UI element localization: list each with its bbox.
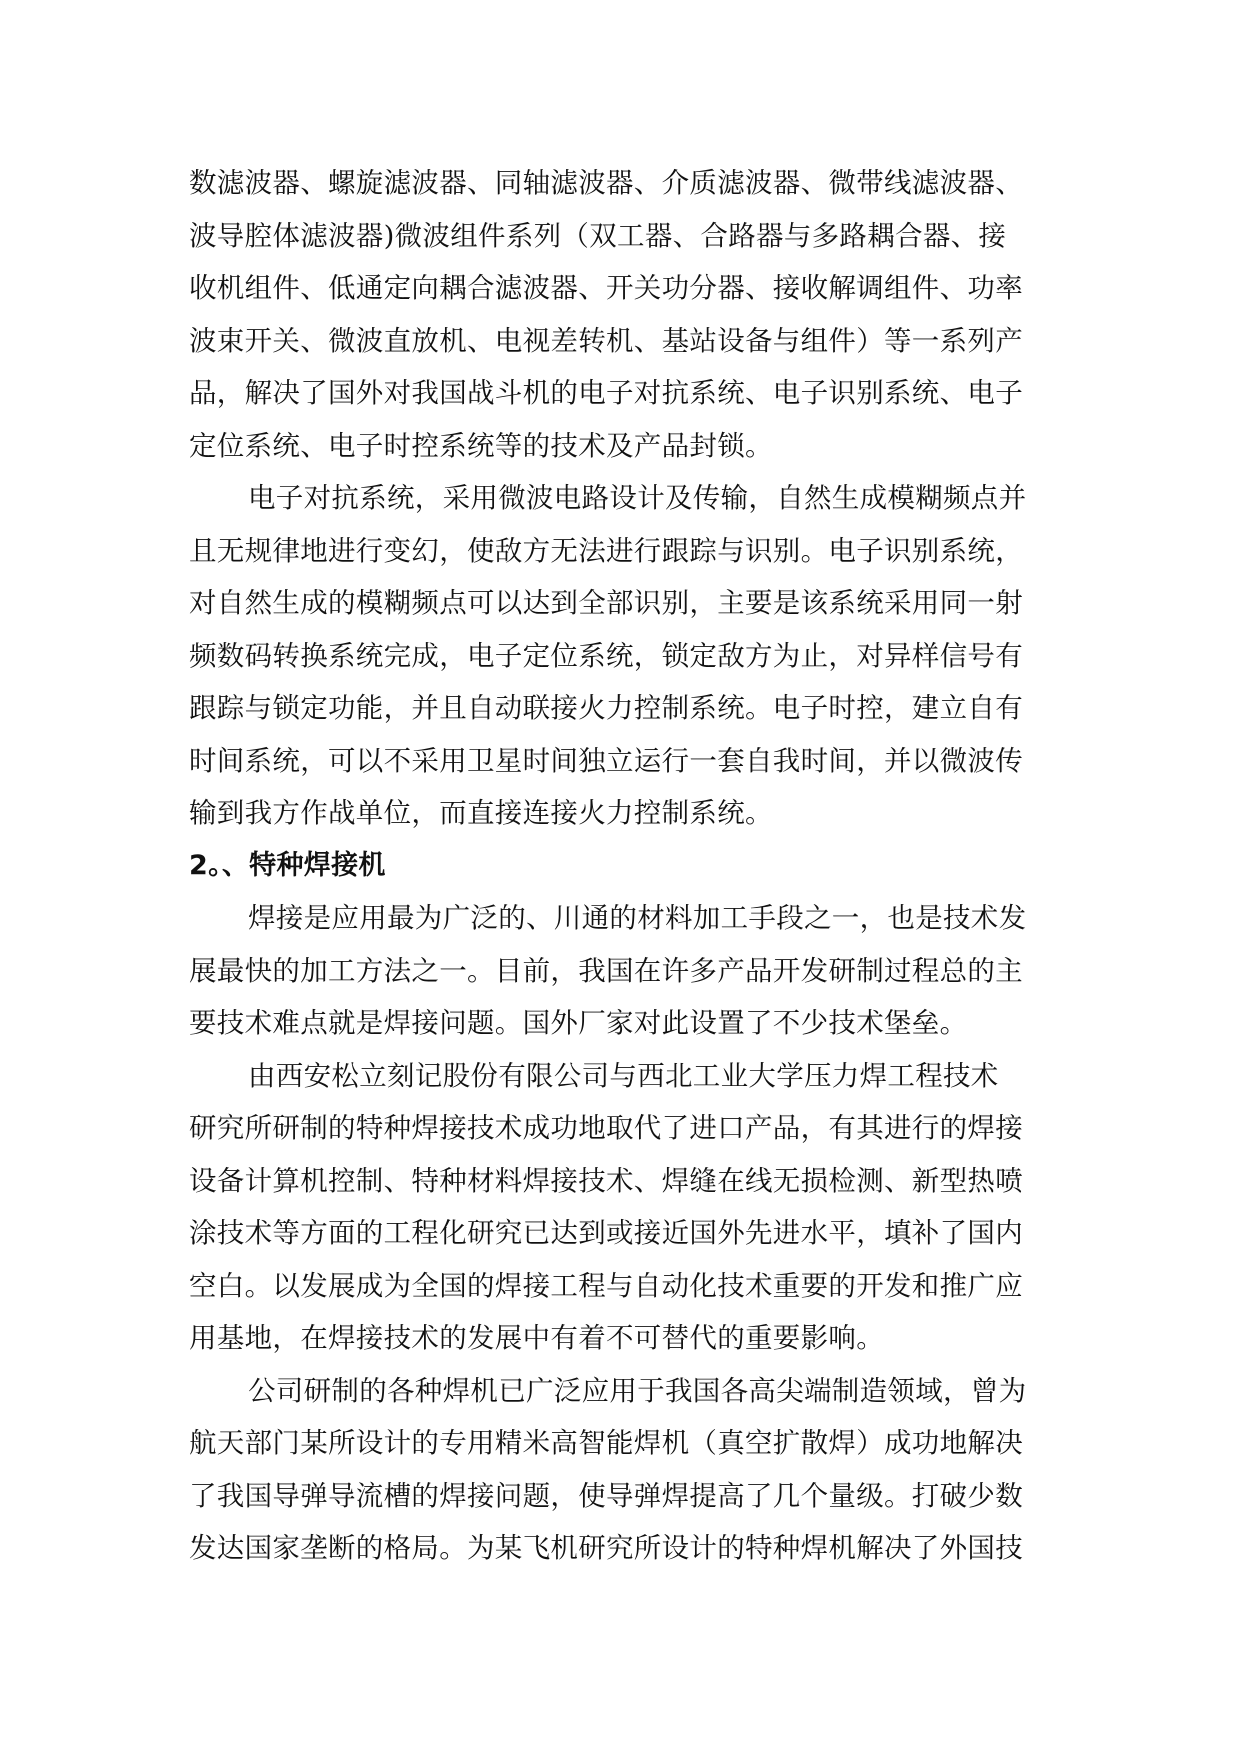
text-line: 研究所研制的特种焊接技术成功地取代了进口产品，有其进行的焊接 [189, 1112, 1023, 1144]
paragraph-first-line: 由西安松立刻记股份有限公司与西北工业大学压力焊工程技术 [248, 1059, 999, 1092]
text-line: 了我国导弹导流槽的焊接问题，使导弹焊提高了几个量级。打破少数 [189, 1479, 1023, 1512]
text-line: 设备计算机控制、特种材料焊接技术、焊缝在线无损检测、新型热喷 [189, 1164, 1023, 1197]
paragraph-first-line: 焊接是应用最为广泛的、川通的材料加工手段之一，也是技术发 [248, 902, 1027, 934]
text-line: 发达国家垄断的格局。为某飞机研究所设计的特种焊机解决了外国技 [189, 1532, 1023, 1564]
text-line: 品，解决了国外对我国战斗机的电子对抗系统、电子识别系统、电子 [189, 377, 1023, 409]
paragraph-first-line: 公司研制的各种焊机已广泛应用于我国各高尖端制造领域，曾为 [248, 1374, 1027, 1407]
text-line: 输到我方作战单位，而直接连接火力控制系统。 [189, 797, 773, 829]
text-line: 定位系统、电子时控系统等的技术及产品封锁。 [189, 429, 773, 462]
text-line: 收机组件、低通定向耦合滤波器、开关功分器、接收解调组件、功率 [189, 272, 1023, 304]
text-line: 涂技术等方面的工程化研究已达到或接近国外先进水平，填补了国内 [189, 1217, 1023, 1249]
text-line: 展最快的加工方法之一。目前，我国在许多产品开发研制过程总的主 [189, 954, 1023, 987]
text-line: 数滤波器、螺旋滤波器、同轴滤波器、介质滤波器、微带线滤波器、 [189, 167, 1023, 199]
text-line: 航天部门某所设计的专用精米高智能焊机（真空扩散焊）成功地解决 [189, 1427, 1023, 1459]
section-heading: 2。、特种焊接机 [189, 849, 386, 881]
text-line: 用基地，在焊接技术的发展中有着不可替代的重要影响。 [189, 1322, 884, 1354]
text-line: 波导腔体滤波器)微波组件系列（双工器、合路器与多路耦合器、接 [189, 219, 1007, 252]
text-line: 空白。以发展成为全国的焊接工程与自动化技术重要的开发和推广应 [189, 1269, 1023, 1302]
paragraph-first-line: 电子对抗系统，采用微波电路设计及传输，自然生成模糊频点并 [248, 482, 1027, 514]
text-line: 频数码转换系统完成，电子定位系统，锁定敌方为止，对异样信号有 [189, 639, 1023, 672]
text-line: 对自然生成的模糊频点可以达到全部识别，主要是该系统采用同一射 [189, 587, 1023, 619]
text-line: 时间系统，可以不采用卫星时间独立运行一套自我时间，并以微波传 [189, 744, 1023, 777]
text-line: 要技术难点就是焊接问题。国外厂家对此设置了不少技术堡垒。 [189, 1007, 968, 1039]
document-body [189, 157, 1061, 1575]
text-line: 波束开关、微波直放机、电视差转机、基站设备与组件）等一系列产 [189, 324, 1023, 357]
text-line: 且无规律地进行变幻，使敌方无法进行跟踪与识别。电子识别系统， [189, 534, 1023, 567]
text-line: 跟踪与锁定功能，并且自动联接火力控制系统。电子时控，建立自有 [189, 692, 1023, 724]
